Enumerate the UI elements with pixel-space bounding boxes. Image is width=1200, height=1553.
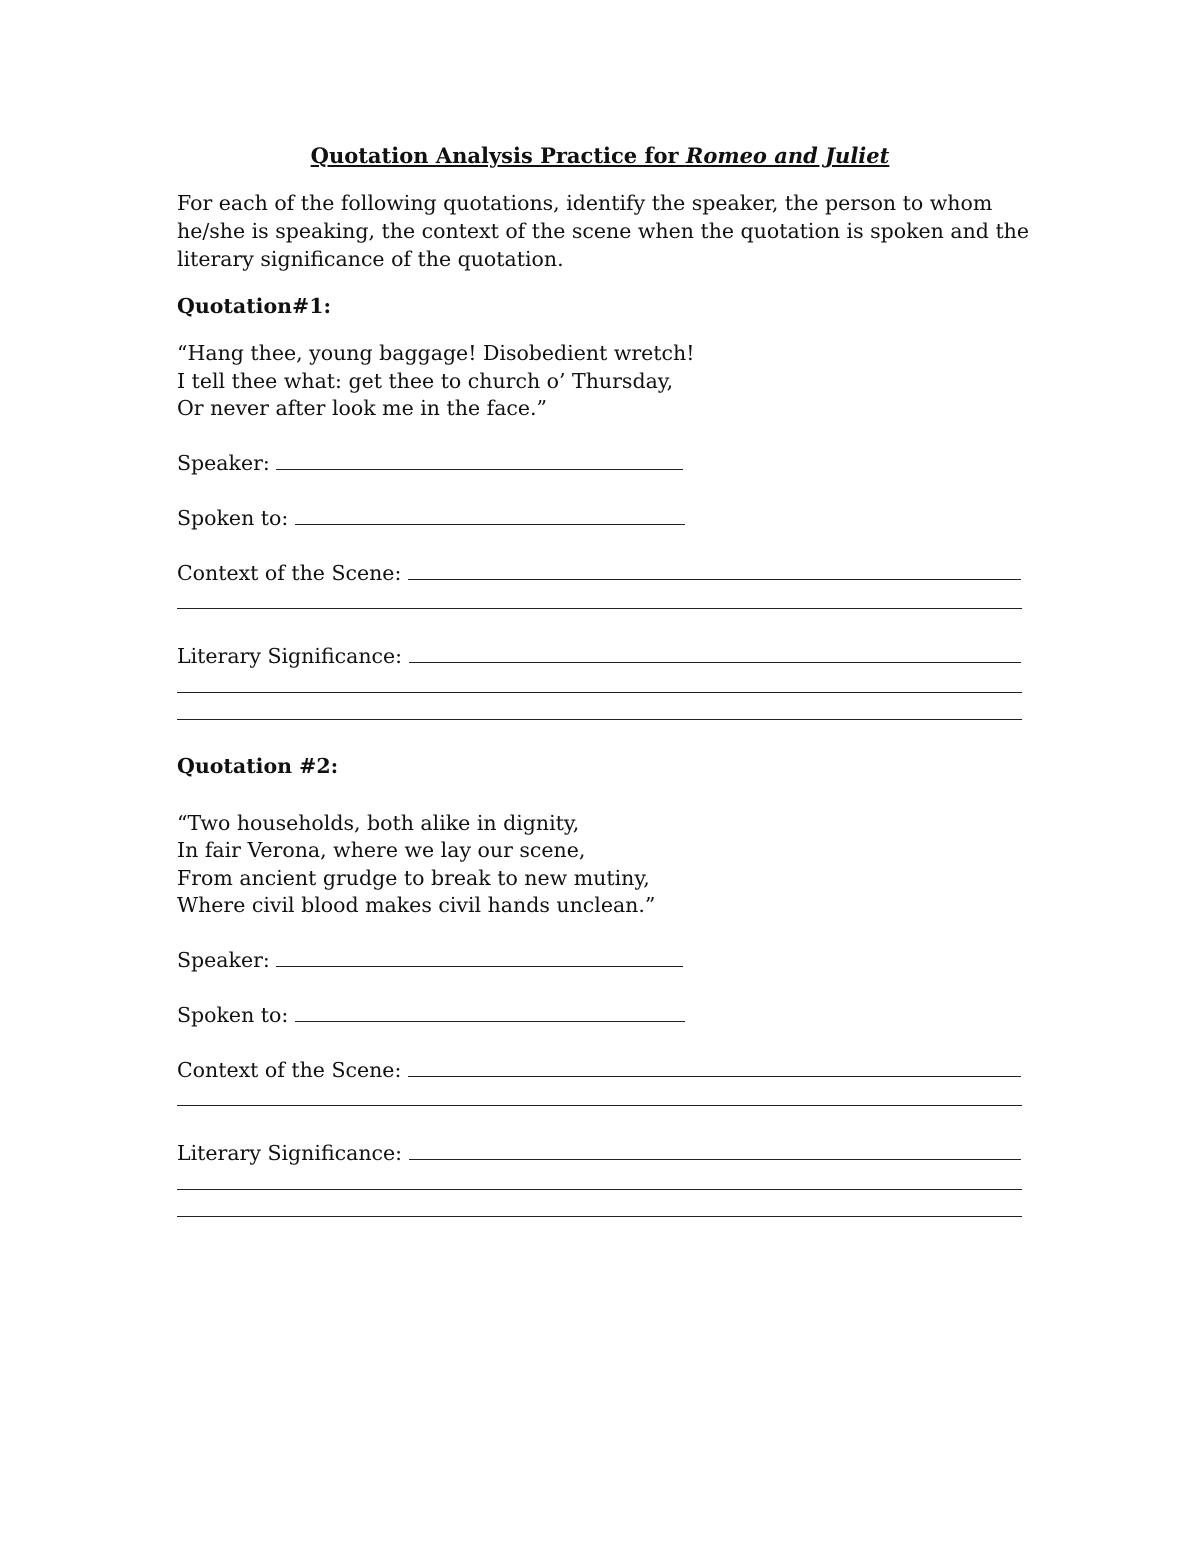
quotation-2-spoken-to-label: Spoken to: (177, 1003, 289, 1027)
quotation-2-line-1: “Two households, both alike in dignity, (177, 811, 580, 835)
quotation-2-speaker-label: Speaker: (177, 948, 270, 972)
quotation-2-significance-blank[interactable] (409, 1141, 1021, 1160)
quotation-1-context-row (177, 559, 1021, 587)
quotation-1-significance-blank-3[interactable] (177, 719, 1022, 720)
quotation-1-context-blank-2[interactable] (177, 608, 1022, 609)
quotation-1-line-3: Or never after look me in the face.” (177, 396, 548, 420)
quotation-2-line-3: From ancient grudge to break to new mutiny, (177, 866, 650, 890)
quotation-1-spoken-to-label: Spoken to: (177, 506, 289, 530)
quotation-1-spoken-to-blank[interactable] (295, 506, 685, 525)
quotation-1-significance-blank[interactable] (409, 644, 1021, 663)
quotation-2-significance-blank-2[interactable] (177, 1189, 1022, 1190)
quotation-1-speaker-row (177, 449, 683, 477)
quotation-2-significance-row (177, 1139, 1021, 1167)
quotation-1-line-1: “Hang thee, young baggage! Disobedient wretch! (177, 341, 695, 365)
quotation-2-context-blank[interactable] (408, 1058, 1021, 1077)
page-title (0, 141, 1200, 171)
instructions-line-2: he/she is speaking, the context of the scene when the quotation is spoken and the (177, 219, 1030, 243)
quotation-2-speaker-row (177, 946, 683, 974)
quotation-2-speaker-blank[interactable] (276, 948, 683, 967)
instructions-line-3: literary significance of the quotation. (177, 247, 564, 271)
quotation-1-speaker-label: Speaker: (177, 451, 270, 475)
quotation-2-context-row (177, 1056, 1021, 1084)
quotation-2-line-4: Where civil blood makes civil hands unclean.” (177, 893, 656, 917)
title-prefix: Quotation Analysis Practice for (310, 143, 686, 168)
quotation-1-significance-blank-2[interactable] (177, 692, 1022, 693)
title-play-name: Romeo and Juliet (685, 143, 890, 168)
quotation-2-line-2: In fair Verona, where we lay our scene, (177, 838, 586, 862)
quotation-2-spoken-to-row (177, 1001, 685, 1029)
quotation-2-significance-blank-3[interactable] (177, 1216, 1022, 1217)
quotation-1-significance-label: Literary Significance: (177, 644, 403, 668)
instructions-line-1: For each of the following quotations, identify the speaker, the person to whom (177, 191, 993, 215)
quotation-2-spoken-to-blank[interactable] (295, 1003, 685, 1022)
quotation-1-spoken-to-row (177, 504, 685, 532)
quotation-2-significance-label: Literary Significance: (177, 1141, 403, 1165)
quotation-1-speaker-blank[interactable] (276, 451, 683, 470)
quotation-1-significance-row (177, 642, 1021, 670)
quotation-2-heading: Quotation #2: (177, 754, 339, 778)
quotation-2-context-label: Context of the Scene: (177, 1058, 402, 1082)
quotation-2-context-blank-2[interactable] (177, 1105, 1022, 1106)
quotation-1-context-blank[interactable] (408, 561, 1021, 580)
quotation-1-heading: Quotation#1: (177, 294, 332, 318)
quotation-1-context-label: Context of the Scene: (177, 561, 402, 585)
quotation-1-line-2: I tell thee what: get thee to church o’ Thursday, (177, 369, 674, 393)
